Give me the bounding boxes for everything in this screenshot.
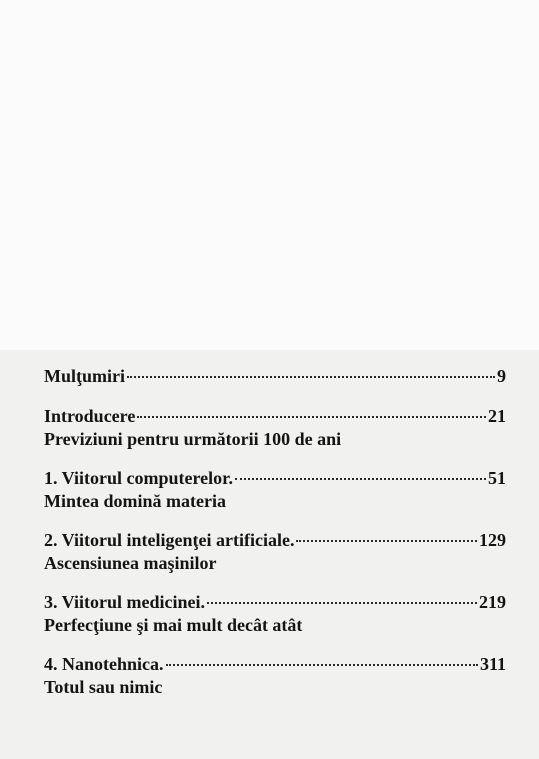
toc-entry-title: Mulţumiri [44,366,125,386]
dot-leader [166,664,478,666]
toc-entry-chapter-3[interactable] [44,590,506,636]
toc-entry-page: 21 [488,406,506,426]
toc-entry-line [44,652,506,676]
table-of-contents [44,364,506,714]
toc-entry-multumiri[interactable] [44,364,506,388]
toc-entry-chapter-2[interactable] [44,528,506,574]
dot-leader [235,478,486,480]
dot-leader [127,376,495,378]
toc-entry-subtitle: Mintea domină materia [44,491,226,511]
toc-entry-page: 129 [479,530,506,550]
toc-entry-title: 1. Viitorul computerelor. [44,468,233,488]
toc-entry-title: 3. Viitorul medicinei. [44,592,205,612]
page-top-blank [0,0,539,350]
toc-entry-page: 51 [488,468,506,488]
toc-entry-line [44,590,506,614]
toc-entry-line [44,364,506,388]
toc-entry-chapter-1[interactable] [44,466,506,512]
toc-entry-subtitle: Totul sau nimic [44,677,163,697]
toc-entry-subtitle: Perfecţiune şi mai mult decât atât [44,615,303,635]
dot-leader [296,540,477,542]
toc-entry-subtitle: Previziuni pentru următorii 100 de ani [44,429,342,449]
toc-entry-title: Introducere [44,406,136,426]
toc-entry-page: 9 [497,366,506,386]
toc-entry-line [44,404,506,428]
toc-entry-introducere[interactable] [44,404,506,450]
toc-entry-line [44,466,506,490]
toc-entry-chapter-4[interactable] [44,652,506,698]
dot-leader [137,416,486,418]
toc-entry-page: 219 [479,592,506,612]
dot-leader [207,602,477,604]
toc-entry-title: 2. Viitorul inteligenţei artificiale. [44,530,295,550]
toc-entry-page: 311 [479,654,506,674]
toc-entry-line [44,528,506,552]
toc-entry-subtitle: Ascensiunea maşinilor [44,553,217,573]
toc-entry-title: 4. Nanotehnica. [44,654,164,674]
